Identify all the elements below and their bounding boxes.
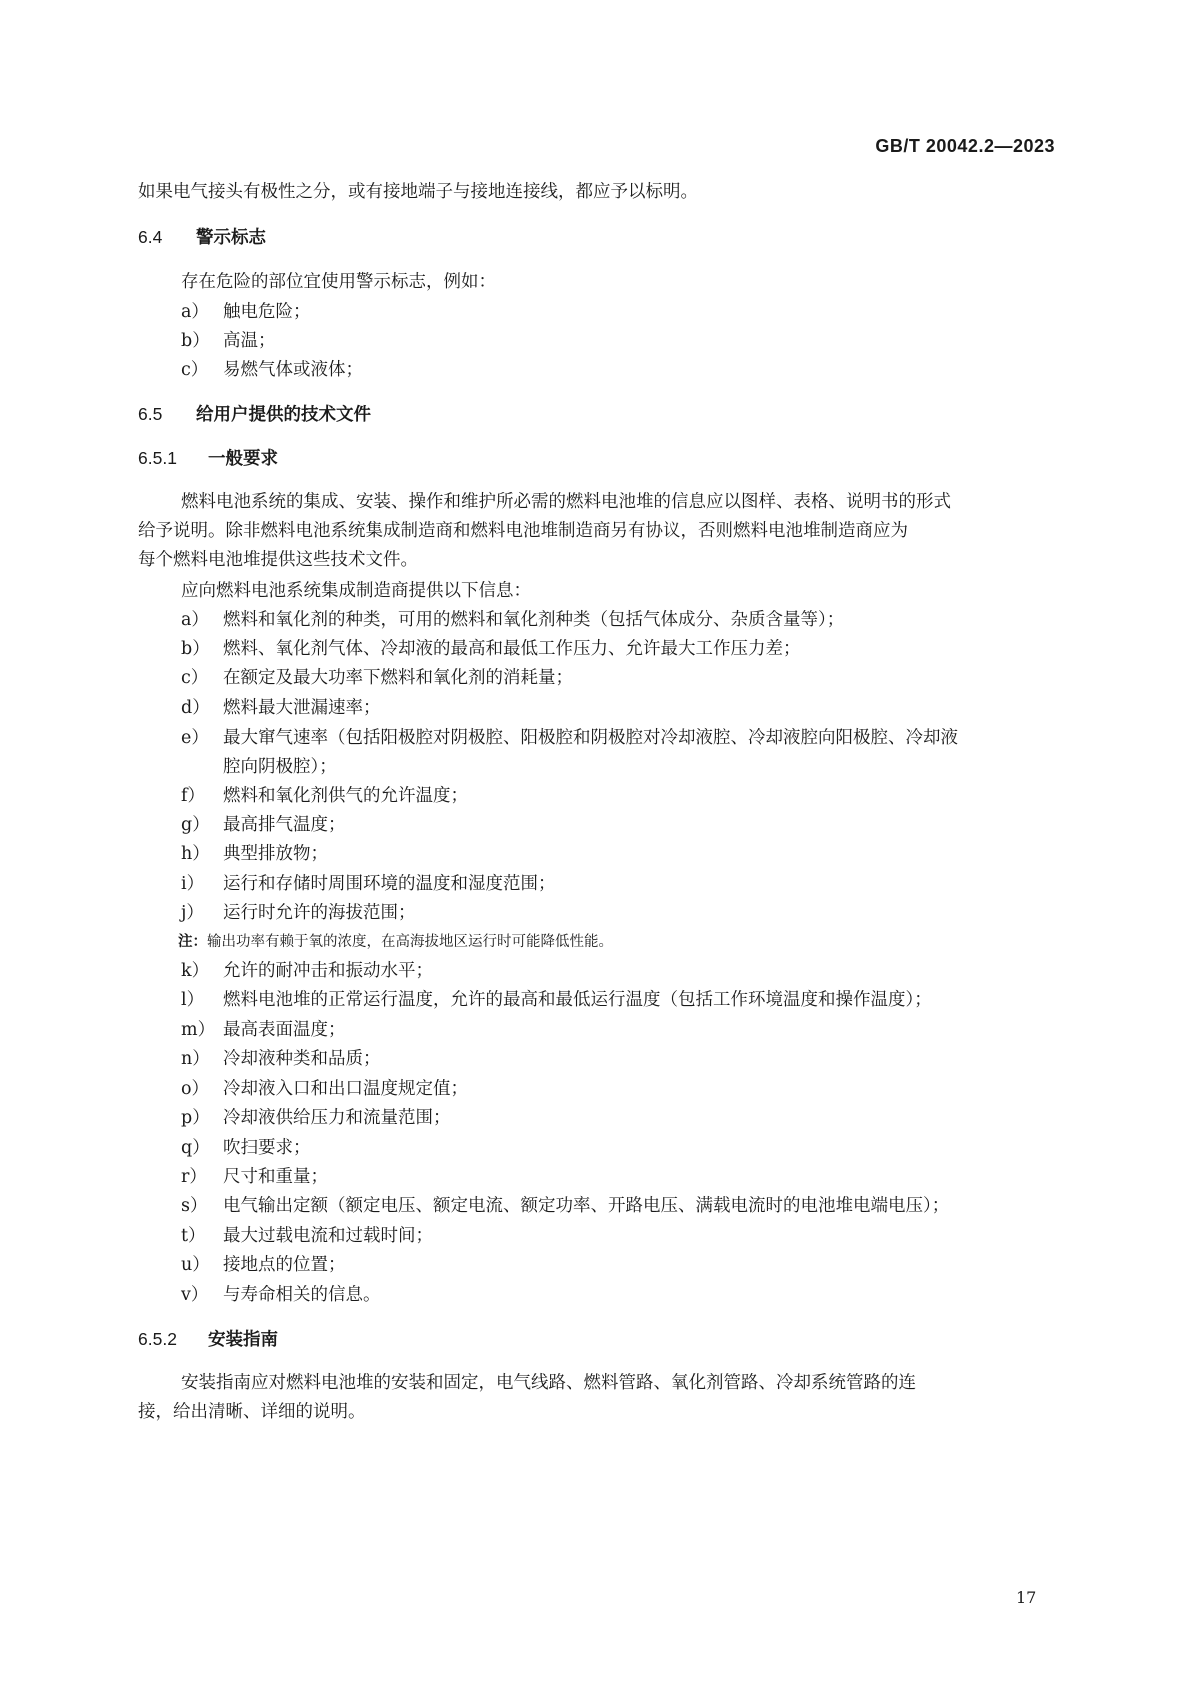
section-number: 6.4 (138, 227, 163, 247)
list-item: c） 易燃气体或液体； (181, 360, 363, 380)
section-title: 警示标志 (196, 227, 266, 247)
list-item: o） 冷却液入口和出口温度规定值； (181, 1079, 468, 1099)
list-item: l） 燃料电池堆的正常运行温度，允许的最高和最低运行温度（包括工作环境温度和操作温度）； (181, 990, 932, 1010)
list-item: h） 典型排放物； (181, 844, 328, 864)
list-item: u） 接地点的位置； (181, 1255, 346, 1275)
list-item: c） 在额定及最大功率下燃料和氧化剂的消耗量； (181, 668, 573, 688)
section-6-5-heading (138, 402, 371, 426)
list-item: b） 燃料、氧化剂气体、冷却液的最高和最低工作压力、允许最大工作压力差； (181, 639, 801, 659)
note (178, 932, 613, 952)
list-item: i） 运行和存储时周围环境的温度和湿度范围； (181, 874, 556, 894)
section-6-5-1-heading (138, 446, 278, 470)
document-id: GB/T 20042.2—2023 (875, 136, 1055, 156)
list-item: q） 吹扫要求； (181, 1138, 311, 1158)
section-6-4-heading (138, 225, 266, 249)
section-title: 一般要求 (208, 448, 278, 468)
note-text: 输出功率有赖于氧的浓度，在高海拔地区运行时可能降低性能。 (207, 934, 613, 950)
section-title: 给用户提供的技术文件 (196, 404, 371, 424)
paragraph-line: 给予说明。除非燃料电池系统集成制造商和燃料电池堆制造商另有协议，否则燃料电池堆制造商应为 (138, 521, 908, 541)
section-number: 6.5.2 (138, 1329, 177, 1349)
section-6-5-2-heading (138, 1327, 278, 1351)
page-number: 17 (1016, 1588, 1037, 1607)
list-item: a） 触电危险； (181, 302, 311, 322)
list-item: n） 冷却液种类和品质； (181, 1049, 381, 1069)
section-number: 6.5.1 (138, 448, 177, 468)
list-item: s） 电气输出定额（额定电压、额定电流、额定功率、开路电压、满载电流时的电池堆电端电压）； (181, 1196, 950, 1216)
paragraph-line: 每个燃料电池堆提供这些技术文件。 (138, 550, 418, 570)
list-item: v） 与寿命相关的信息。 (181, 1285, 381, 1305)
paragraph-line: 燃料电池系统的集成、安装、操作和维护所必需的燃料电池堆的信息应以图样、表格、说明书的形式 (181, 492, 951, 512)
section-number: 6.5 (138, 404, 163, 424)
note-label: 注： (178, 934, 207, 950)
list-item: e） 最大窜气速率（包括阳极腔对阴极腔、阳极腔和阴极腔对冷却液腔、冷却液腔向阳极腔、冷却液 (181, 728, 958, 748)
list-item-continuation: 腔向阴极腔）； (223, 757, 337, 777)
list-item: j） 运行时允许的海拔范围； (181, 903, 416, 923)
section-6-4-lead: 存在危险的部位宜使用警示标志，例如： (181, 272, 496, 292)
paragraph-line: 接，给出清晰、详细的说明。 (138, 1402, 366, 1422)
list-item: r） 尺寸和重量； (181, 1167, 328, 1187)
list-item: d） 燃料最大泄漏速率； (181, 698, 381, 718)
list-item: a） 燃料和氧化剂的种类，可用的燃料和氧化剂种类（包括气体成分、杂质含量等）； (181, 610, 845, 630)
list-item: p） 冷却液供给压力和流量范围； (181, 1108, 451, 1128)
list-item: m） 最高表面温度； (181, 1020, 346, 1040)
intro-line: 如果电气接头有极性之分，或有接地端子与接地连接线，都应予以标明。 (138, 182, 698, 202)
list-item: k） 允许的耐冲击和振动水平； (181, 961, 433, 981)
list-item: t） 最大过载电流和过载时间； (181, 1226, 433, 1246)
paragraph-line: 安装指南应对燃料电池堆的安装和固定，电气线路、燃料管路、氧化剂管路、冷却系统管路的连 (181, 1373, 916, 1393)
list-item: g） 最高排气温度； (181, 815, 346, 835)
list-item: b） 高温； (181, 331, 276, 351)
paragraph-line: 应向燃料电池系统集成制造商提供以下信息： (181, 581, 531, 601)
section-title: 安装指南 (208, 1329, 278, 1349)
list-item: f） 燃料和氧化剂供气的允许温度； (181, 786, 468, 806)
